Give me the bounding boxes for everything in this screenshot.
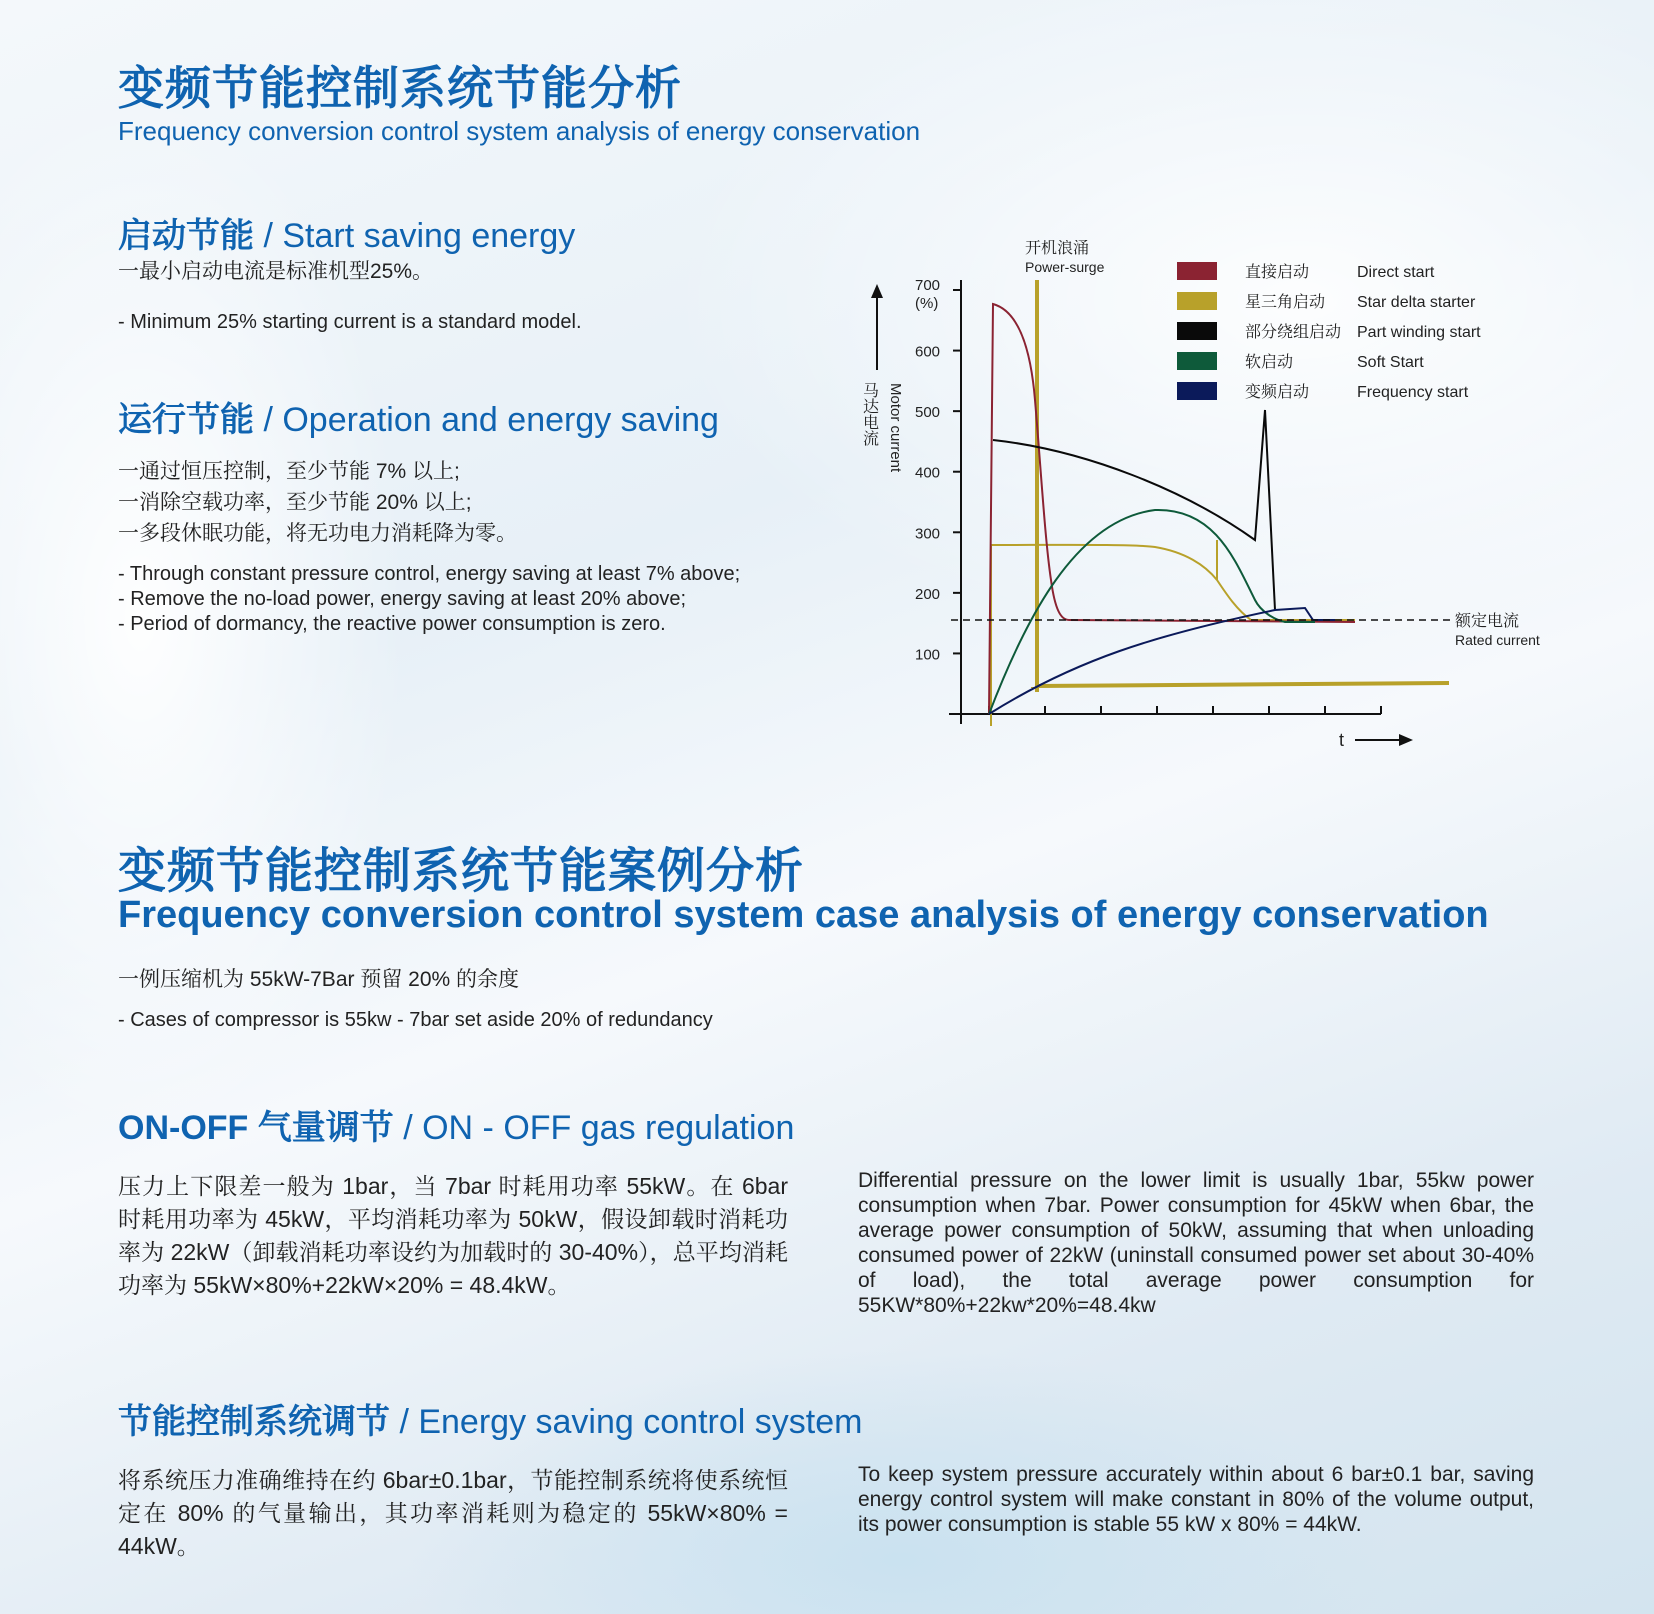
y-tick-label: 200 [915,585,941,603]
onoff-heading-en: / ON - OFF gas regulation [403,1109,795,1147]
operation-saving-cn-list [118,456,517,549]
y-tick-label: 400 [915,464,941,482]
energy-control-paragraph-en: To keep system pressure accurately within about 6 bar±0.1 bar, saving energy control system will make constant in 80% of the volume output, its power consumption is stable 55 kW x 80% = 44kW. [858,1463,1534,1536]
onoff-heading [118,1100,794,1149]
surge-label-cn: 开机浪涌 [1025,240,1090,257]
start-saving-line-en: - Minimum 25% starting current is a standard model. [118,311,582,333]
legend-label-cn: 星三角启动 [1245,294,1326,311]
motor-current-chart [855,240,1615,760]
start-saving-line-cn: 一最小启动电流是标准机型25%。 [118,260,434,283]
operation-saving-heading [118,392,719,441]
legend-label-cn: 直接启动 [1245,264,1310,281]
y-unit: (%) [915,295,939,312]
legend-swatch [1177,262,1217,280]
legend-label-en: Star delta starter [1357,294,1476,311]
onoff-heading-cn: ON-OFF 气量调节 [118,1109,394,1147]
operation-saving-en-item: - Remove the no-load power, energy saving at least 20% above; [118,588,687,610]
y-tick-label: 600 [915,343,941,361]
legend-label-cn: 部分绕组启动 [1245,324,1342,341]
energy-control-heading [118,1394,862,1443]
legend-label-cn: 变频启动 [1245,384,1310,401]
y-tick-label: 500 [915,404,941,422]
operation-saving-cn-item: 一消除空载功率，至少节能 20% 以上; [118,491,472,514]
start-saving-heading-en: / Start saving energy [263,217,576,255]
operation-saving-cn-item: 一多段休眠功能，将无功电力消耗降为零。 [118,522,517,545]
energy-control-paragraph-cn: 将系统压力准确维持在约 6bar±0.1bar，节能控制系统将使系统恒定在 80% 的气量输出，其功率消耗则为稳定的 55kW×80% = 44kW。 [118,1467,788,1559]
legend-swatch [1177,352,1217,370]
page-title-cn: 变频节能控制系统节能分析 [118,62,682,114]
y-tick-label: 100 [915,646,941,664]
page-title-en: Frequency conversion control system analysis of energy conservation [118,116,921,146]
case-title-en: Frequency conversion control system case analysis of energy conservation [118,894,1489,936]
onoff-paragraph-cn: 压力上下限差一般为 1bar，当 7bar 时耗用功率 55kW。在 6bar 时耗用功率为 45kW，平均消耗功率为 50kW，假设卸载时消耗功率为 22kW（卸载消耗功率设约为加载时的 30-40%），总平均消耗功率为 55kW×80%+22kW×20% = 48.4kW。 [118,1173,788,1298]
operation-saving-cn-item: 一通过恒压控制，至少节能 7% 以上; [118,460,460,483]
operation-saving-heading-en: / Operation and energy saving [263,401,719,439]
series-frequency-start-line [989,608,1335,714]
operation-saving-en-item: - Period of dormancy, the reactive power consumption is zero. [118,613,666,635]
surge-label-en: Power-surge [1025,259,1105,275]
chart-legend [1177,262,1481,401]
legend-label-cn: 软启动 [1245,354,1294,371]
energy-control-heading-cn: 节能控制系统调节 [118,1403,390,1441]
onoff-paragraph-en: Differential pressure on the lower limit is usually 1bar, 55kw power consumption when 7bar. Power consumption for 45kW when 6bar, the average power consumption of 50kW, assuming that when unloading consumed power of 22kW (uninstall consumed power set about 30-40% of load), the total average power consumption for 55KW*80%+22kw*20%=48.4kw [858,1169,1534,1317]
series-star-delta-base [1035,683,1449,686]
rated-label-cn: 额定电流 [1455,613,1520,630]
series-direct-start-line [989,304,1355,714]
start-saving-heading-cn: 启动节能 [118,217,254,255]
rated-label-en: Rated current [1455,632,1540,648]
legend-label-en: Soft Start [1357,354,1424,371]
legend-label-en: Part winding start [1357,324,1481,341]
series-power-surge-bar [1033,280,1037,692]
operation-saving-en-item: - Through constant pressure control, energy saving at least 7% above; [118,563,741,585]
legend-label-en: Direct start [1357,264,1435,281]
y-label-cn: 马达电流 [860,382,878,446]
x-ticks [989,706,1381,714]
x-arrow-head [1399,734,1413,746]
legend-swatch [1177,292,1217,310]
operation-saving-heading-cn: 运行节能 [118,401,254,439]
y-label-en: Motor current [887,383,904,473]
y-tick-label: 300 [915,525,941,543]
legend-swatch [1177,322,1217,340]
legend-label-en: Frequency start [1357,384,1469,401]
series-star-delta-line [991,540,1355,726]
case-line-cn: 一例压缩机为 55kW-7Bar 预留 20% 的余度 [118,968,520,991]
x-label: t [1339,730,1345,750]
y-arrow-head [871,284,883,298]
operation-saving-en-list [118,562,770,637]
legend-swatch [1177,382,1217,400]
start-saving-heading [118,208,575,257]
y-ticks [915,277,961,663]
case-title-cn: 变频节能控制系统节能案例分析 [118,845,805,898]
energy-control-heading-en: / Energy saving control system [399,1403,863,1441]
y-tick-label: 700 [915,277,941,294]
case-line-en: - Cases of compressor is 55kw - 7bar set aside 20% of redundancy [118,1009,713,1031]
chart-series [989,280,1449,726]
